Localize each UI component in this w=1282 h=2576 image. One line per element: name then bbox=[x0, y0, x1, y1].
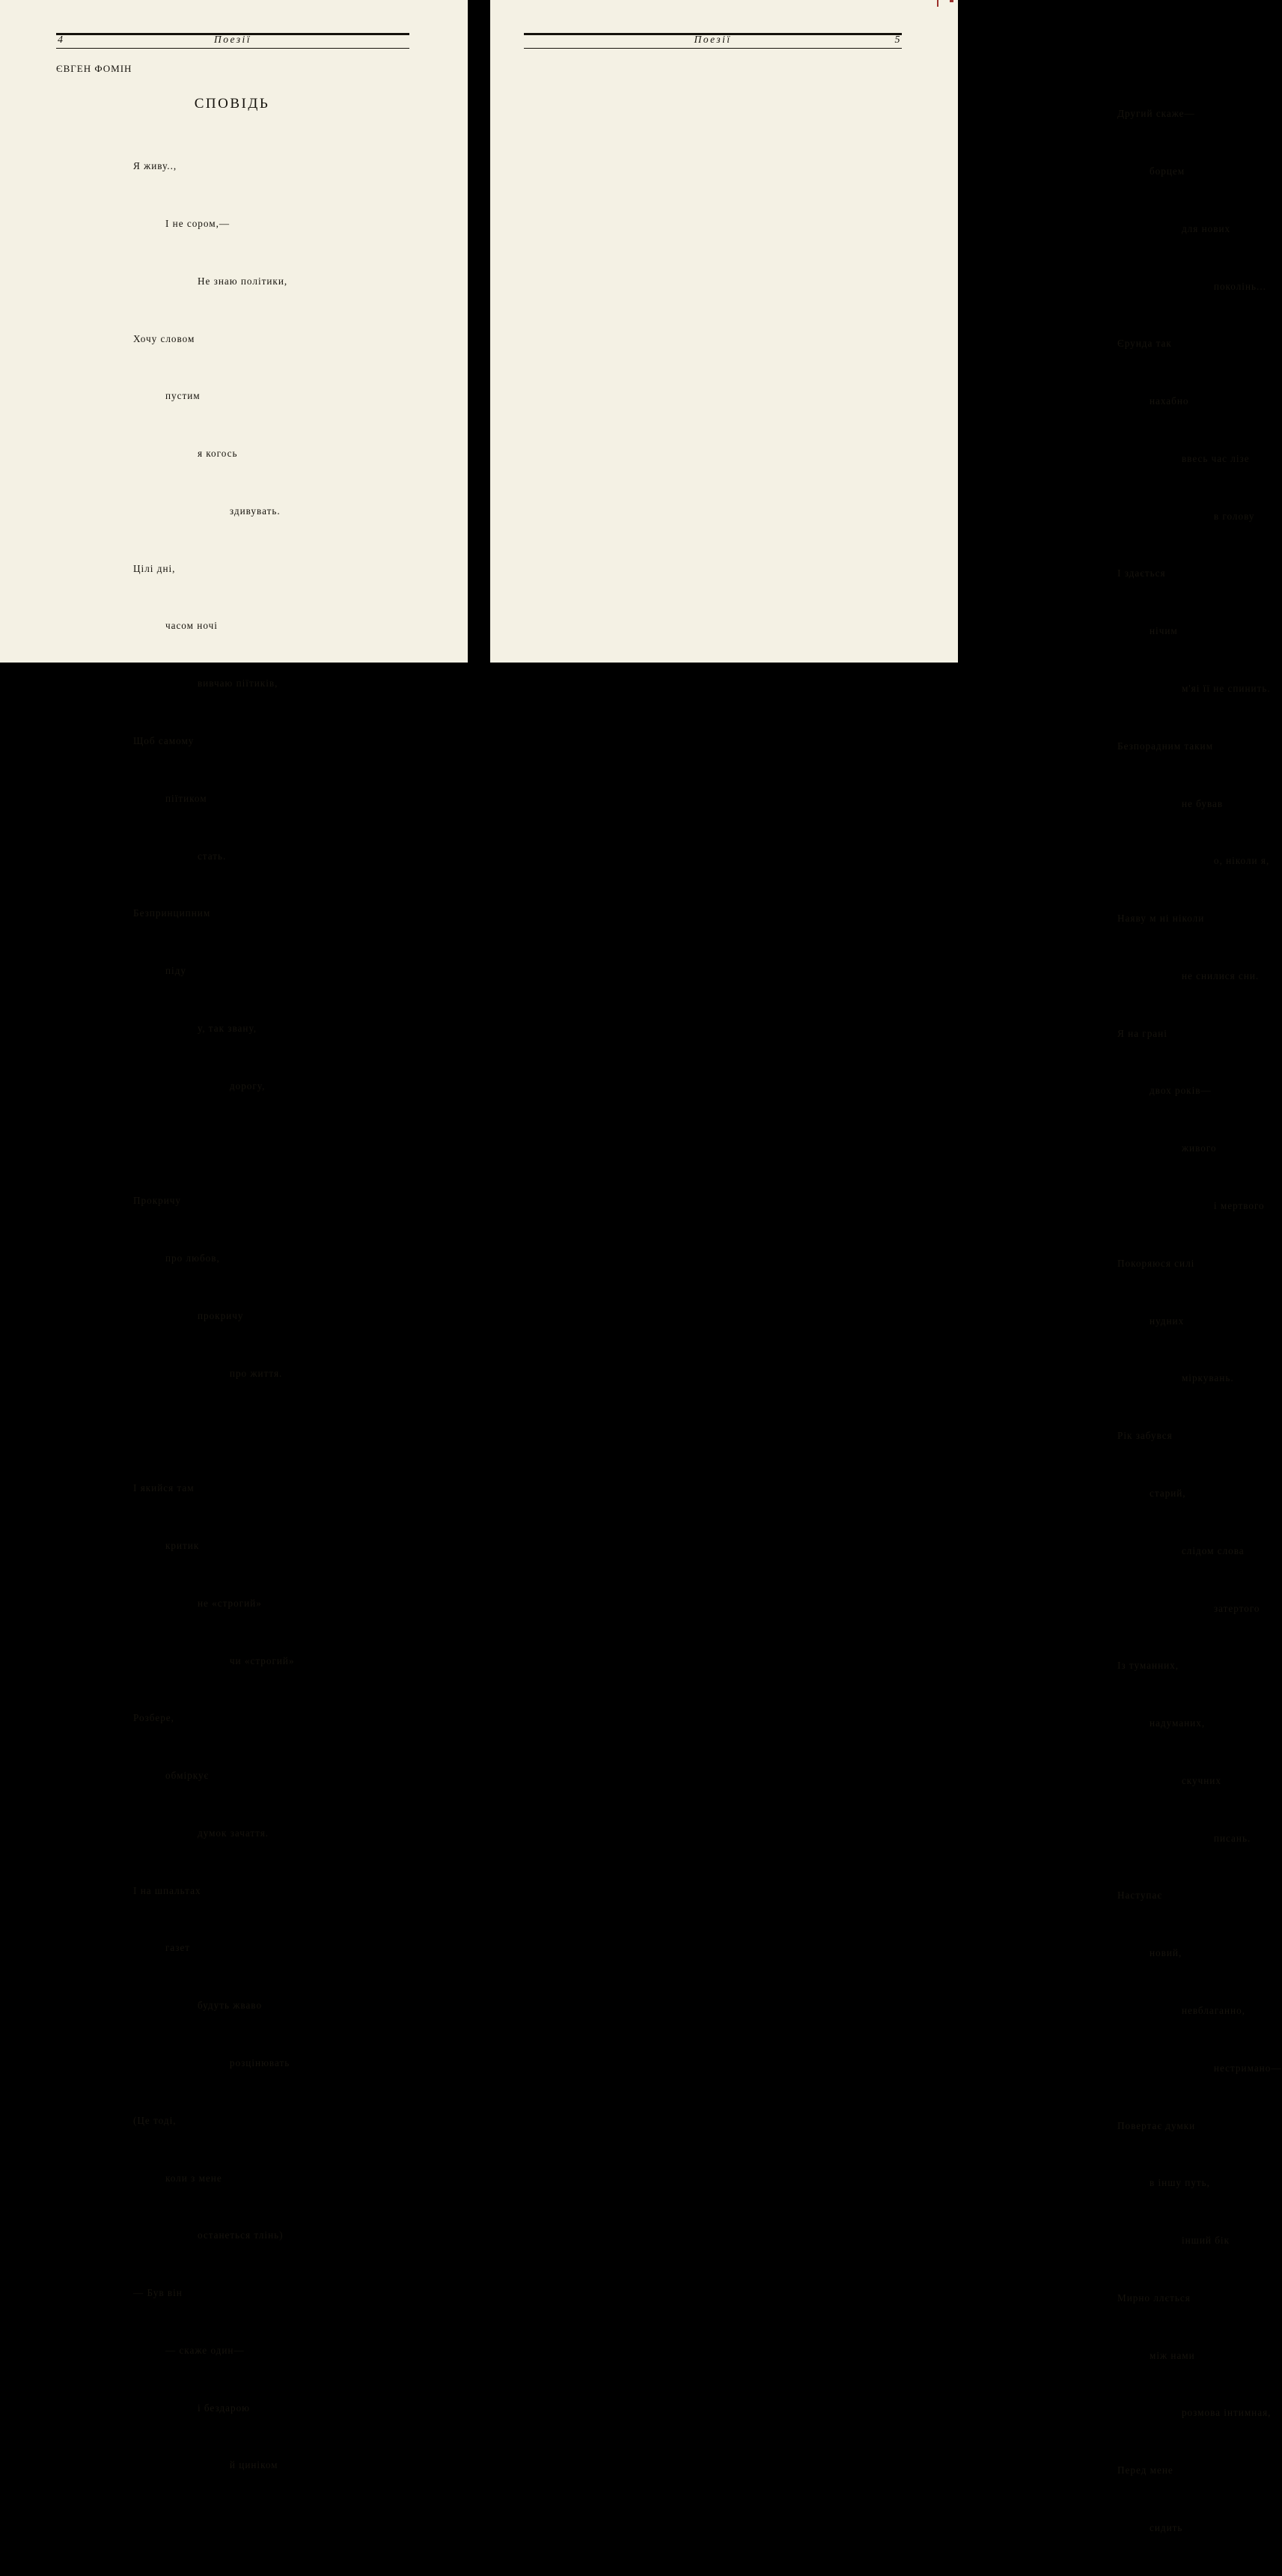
poem-line: у, так звану, bbox=[133, 1022, 257, 1034]
poem-line: Я живу.., bbox=[133, 160, 177, 172]
poem-line: Рік забувся bbox=[1117, 1430, 1173, 1442]
poem-line: новий, bbox=[1117, 1947, 1182, 1959]
poem-title: СПОВІДЬ bbox=[194, 96, 270, 112]
poem-line: газет bbox=[133, 1942, 191, 1954]
poem-line: Прокричу bbox=[133, 1195, 181, 1207]
book-gutter bbox=[468, 0, 490, 663]
poem-line: Мирно ллється bbox=[1117, 2292, 1191, 2304]
poem-line: (Це тоді, bbox=[133, 2114, 177, 2126]
right-page-header bbox=[524, 33, 902, 55]
poem-line: розмова інтимная, bbox=[1117, 2407, 1272, 2419]
poem-line: і бездарою bbox=[133, 2402, 251, 2414]
poem-line: чи «строгий» bbox=[133, 1654, 295, 1666]
poem-line: для нових bbox=[1117, 222, 1231, 234]
poem-line: Не знаю політики, bbox=[133, 275, 288, 287]
left-page bbox=[0, 0, 468, 2471]
poem-line: й циніком bbox=[133, 2459, 278, 2471]
poem-line: розцінювать bbox=[133, 2056, 290, 2068]
left-page-header bbox=[56, 33, 409, 55]
poem-line: будуть жваво bbox=[133, 2000, 263, 2012]
scan-artifact bbox=[937, 0, 938, 7]
poem-line: коли з мене bbox=[133, 2172, 222, 2184]
poem-line: Повертає думки bbox=[1117, 2119, 1196, 2131]
poem-line: про життя. bbox=[133, 1367, 283, 1379]
poem-line: нестримано— bbox=[1117, 2062, 1282, 2074]
poem-line-blank bbox=[133, 1133, 295, 1153]
poem-line: Безпорадним таким bbox=[1117, 740, 1213, 752]
running-title-left: Поезії bbox=[213, 34, 252, 45]
poem-line: двох років— bbox=[1117, 1085, 1212, 1097]
scan-artifact bbox=[950, 0, 953, 2]
poem-line: в голову bbox=[1117, 510, 1255, 522]
poem-line: в іншу путь, bbox=[1117, 2177, 1210, 2189]
poem-line: І якийся там bbox=[133, 1482, 195, 1494]
poem-line: останеться тлінь) bbox=[133, 2229, 284, 2241]
poem-line: Із туманних, bbox=[1117, 1660, 1179, 1672]
header-rule-bottom bbox=[524, 48, 902, 49]
poem-line: живого bbox=[1117, 1142, 1217, 1154]
poem-line: стать. bbox=[133, 850, 227, 862]
poem-line: Єрунда так bbox=[1117, 338, 1172, 350]
author-name: ЄВГЕН ФОМІН bbox=[56, 63, 132, 74]
poem-line: Покоряюся силі bbox=[1117, 1257, 1195, 1269]
poem-line: затертого bbox=[1117, 1602, 1260, 1614]
poem-line: критик bbox=[133, 1539, 200, 1551]
poem-line: часом ночі bbox=[133, 620, 218, 632]
poem-line: піду bbox=[133, 965, 186, 977]
poem-line: Цілі дні, bbox=[133, 562, 176, 574]
poem-line: вивчаю піїтиків, bbox=[133, 678, 278, 689]
poem-line: — скаже один— bbox=[133, 2344, 245, 2356]
poem-line: думок зачаття. bbox=[133, 1827, 269, 1839]
poem-line: пустим bbox=[133, 390, 201, 402]
poem-line: піїтиком bbox=[133, 792, 207, 804]
poem-line: не снилися сни. bbox=[1117, 969, 1260, 981]
poem-line: невблаганно, bbox=[1117, 2004, 1245, 2016]
poem-line: Я на грані bbox=[1117, 1027, 1167, 1039]
poem-line: Наяву м ні ніколи bbox=[1117, 913, 1205, 925]
poem-line: писань. bbox=[1117, 1832, 1251, 1844]
poem-line: скучних bbox=[1117, 1774, 1221, 1786]
poem-line: Безпринципним bbox=[133, 907, 211, 919]
poem-line: борцем bbox=[1117, 165, 1185, 177]
poem-line: слідом слова bbox=[1117, 1544, 1245, 1556]
page-number-left: 4 bbox=[58, 34, 64, 46]
poem-line: Щоб самому bbox=[133, 735, 195, 746]
poem-line: Другий скаже— bbox=[1117, 108, 1195, 120]
poem-line: Хочу словом bbox=[133, 332, 195, 344]
running-title-right: Поезії bbox=[694, 34, 732, 45]
poem-line: між нами bbox=[1117, 2349, 1195, 2361]
poem-line: нудних bbox=[1117, 1315, 1185, 1327]
poem-line: Розбере, bbox=[133, 1712, 174, 1724]
poem-line: інший бік bbox=[1117, 2235, 1230, 2247]
poem-line: Наступає bbox=[1117, 1890, 1162, 1901]
poem-line: Перед мене bbox=[1117, 2464, 1173, 2476]
poem-line: І на шпальтах bbox=[133, 1884, 201, 1896]
poem-line: нічим bbox=[1117, 625, 1178, 637]
poem-line: І здається bbox=[1117, 567, 1166, 579]
poem-line: нахабно bbox=[1117, 395, 1189, 407]
poem-line: сидить bbox=[1117, 2522, 1183, 2533]
header-rule-bottom bbox=[56, 48, 409, 49]
poem-line: і мертвого bbox=[1117, 1200, 1265, 1212]
poem-line: прокричу bbox=[133, 1309, 244, 1321]
poem-line: дорогу, bbox=[133, 1080, 266, 1091]
poem-line: про любов, bbox=[133, 1252, 220, 1264]
poem-line: о, ніколи я, bbox=[1117, 855, 1270, 867]
poem-line: І не сором,— bbox=[133, 217, 231, 229]
right-page bbox=[490, 0, 1282, 2533]
poem-line: здивувать. bbox=[133, 505, 281, 517]
poem-body-left bbox=[133, 118, 295, 2513]
poem-line: не бував bbox=[1117, 797, 1224, 809]
poem-line: — Був він bbox=[133, 2287, 183, 2299]
poem-line: надуманих, bbox=[1117, 1717, 1206, 1729]
poem-line: я когось bbox=[133, 448, 238, 460]
poem-line-blank bbox=[133, 1421, 295, 1440]
poem-body-right bbox=[1117, 66, 1282, 2576]
poem-line: міркувань. bbox=[1117, 1372, 1234, 1384]
poem-line: м'яі її не спинить. bbox=[1117, 683, 1271, 694]
poem-line: ввесь час лізе bbox=[1117, 452, 1250, 464]
poem-line: не «строгий» bbox=[133, 1597, 262, 1609]
poem-line: поколінь... bbox=[1117, 280, 1266, 292]
page-number-right: 5 bbox=[894, 34, 900, 46]
poem-line: обміркує bbox=[133, 1770, 210, 1782]
poem-line: старий, bbox=[1117, 1487, 1186, 1499]
